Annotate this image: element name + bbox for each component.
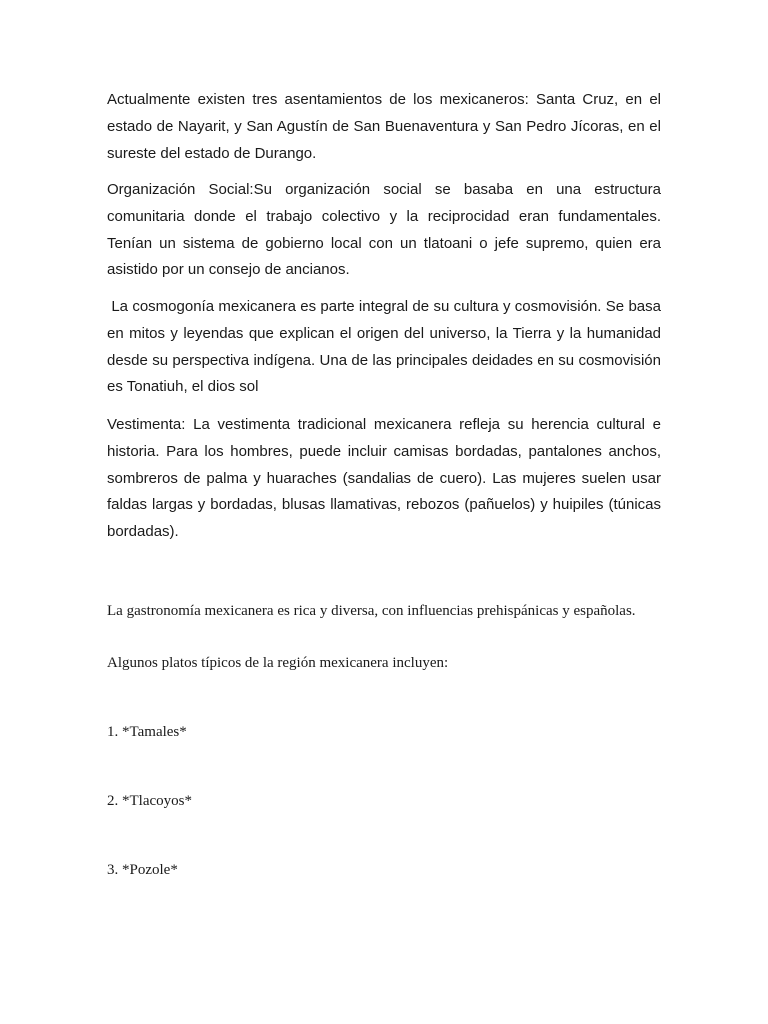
- paragraph-settlements: Actualmente existen tres asentamientos de los mexicaneros: Santa Cruz, en el estado de Nayarit, y San Agustín de San Buenaventura y San Pedro Jícoras, en el sureste del estado de Durango.: [107, 91, 661, 162]
- list-item-dish: 2. *Tlacoyos*: [107, 793, 192, 809]
- list-item-dish: 3. *Pozole*: [107, 862, 178, 878]
- paragraph-cosmogony: La cosmogonía mexicanera es parte integral de su cultura y cosmovisión. Se basa en mitos y leyendas que explican el origen del universo, la Tierra y la humanidad desde su perspectiva indígena. Una de las principales deidades en su cosmovisión es Tonatiuh, el dios sol: [107, 298, 661, 396]
- paragraph-dishes-intro: Algunos platos típicos de la región mexicanera incluyen:: [107, 655, 449, 671]
- paragraph-social-organization: Organización Social:Su organización social se basaba en una estructura comunitaria donde el trabajo colectivo y la reciprocidad eran fundamentales. Tenían un sistema de gobierno local con un tlatoani o jefe supremo, quien era asistido por un consejo de ancianos.: [107, 181, 661, 279]
- paragraph-gastronomy: La gastronomía mexicanera es rica y diversa, con influencias prehispánicas y españolas.: [107, 603, 636, 619]
- list-item-dish: 1. *Tamales*: [107, 724, 187, 740]
- paragraph-clothing: Vestimenta: La vestimenta tradicional mexicanera refleja su herencia cultural e historia. Para los hombres, puede incluir camisas bordadas, pantalones anchos, sombreros de palma y huaraches (sandalias de cuero). Las mujeres suelen usar faldas largas y bordadas, blusas llamativas, rebozos (pañuelos) y huipiles (túnicas bordadas).: [107, 416, 661, 541]
